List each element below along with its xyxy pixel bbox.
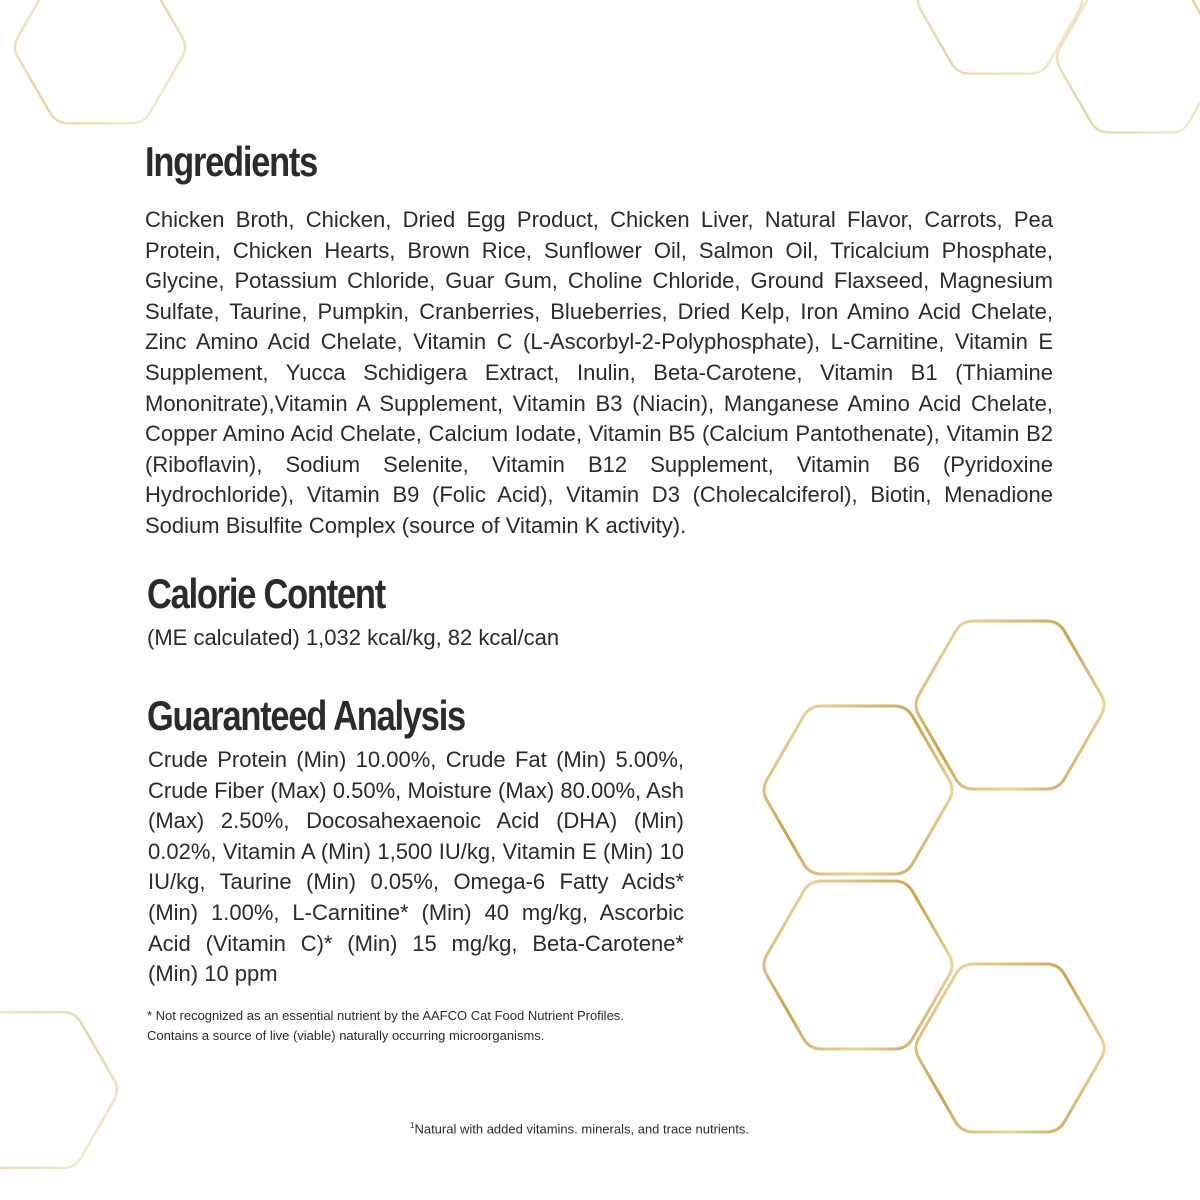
hexagon-bottom-left-outline — [0, 1012, 117, 1168]
hexagon-gold-lower-middle — [764, 881, 952, 1049]
calorie-content-heading: Calorie Content — [147, 570, 385, 617]
hexagon-top-left-outline — [15, 0, 185, 123]
guaranteed-analysis-heading: Guaranteed Analysis — [147, 692, 465, 739]
footnote — [410, 1117, 830, 1138]
footnote-text: Natural with added vitamins. minerals, and trace nutrients. — [414, 1121, 749, 1137]
hexagon-gold-bottom — [916, 964, 1104, 1132]
disclaimer — [147, 1006, 767, 1046]
hexagon-gold-upper-middle — [764, 706, 952, 874]
disclaimer-aafco-note: * Not recognized as an essential nutrient by the AAFCO Cat Food Nutrient Profiles. — [147, 1008, 624, 1023]
hexagon-top-right-outline-b — [1057, 0, 1200, 133]
disclaimer-microorganisms-note: Contains a source of live (viable) naturally occurring microorganisms. — [147, 1028, 545, 1043]
footnote-marker: 1 — [410, 1121, 415, 1130]
ingredients-list: Chicken Broth, Chicken, Dried Egg Product, Chicken Liver, Natural Flavor, Carrots, Pea Protein, Chicken Hearts, Brown Rice, Sunflower Oil, Salmon Oil, Tricalcium Phosphate, Glycine, Potassium Chloride, Guar Gum, Choline Chloride, Ground Flaxseed, Magnesium Sulfate, Taurine, Pumpkin, Cranberries, Blueberries, Dried Kelp, Iron Amino Acid Chelate, Zinc Amino Acid Chelate, Vitamin C (L-Ascorbyl-2-Polyphosphate), L-Carnitine, Vitamin E Supplement, Yucca Schidigera Extract, Inulin, Beta-Carotene, Vitamin B1 (Thiamine Mononitrate),Vitamin A Supplement, Vitamin B3 (Niacin), Manganese Amino Acid Chelate, Copper Amino Acid Chelate, Calcium Iodate, Vitamin B5 (Calcium Pantothenate), Vitamin B2 (Riboflavin), Sodium Selenite, Vitamin B12 Supplement, Vitamin B6 (Pyridoxine Hydrochloride), Vitamin B9 (Folic Acid), Vitamin D3 (Cholecalciferol), Biotin, Menadione Sodium Bisulfite Complex (source of Vitamin K activity). — [145, 207, 1053, 538]
ingredients-heading: Ingredients — [145, 138, 318, 185]
hexagon-gold-top — [916, 621, 1104, 789]
calorie-content-value: (ME calculated) 1,032 kcal/kg, 82 kcal/can — [147, 625, 560, 650]
guaranteed-analysis-list: Crude Protein (Min) 10.00%, Crude Fat (Min) 5.00%, Crude Fiber (Max) 0.50%, Moisture (Max) 80.00%, Ash (Max) 2.50%, Docosahexaenoic Acid (DHA) (Min) 0.02%, Vitamin A (Min) 1,500 IU/kg, Vitamin E (Min) 10 IU/kg, Taurine (Min) 0.05%, Omega-6 Fatty Acids* (Min) 1.00%, L-Carnitine* (Min) 40 mg/kg, Ascorbic Acid (Vitamin C)* (Min) 15 mg/kg, Beta-Carotene* (Min) 10 ppm — [148, 747, 684, 987]
